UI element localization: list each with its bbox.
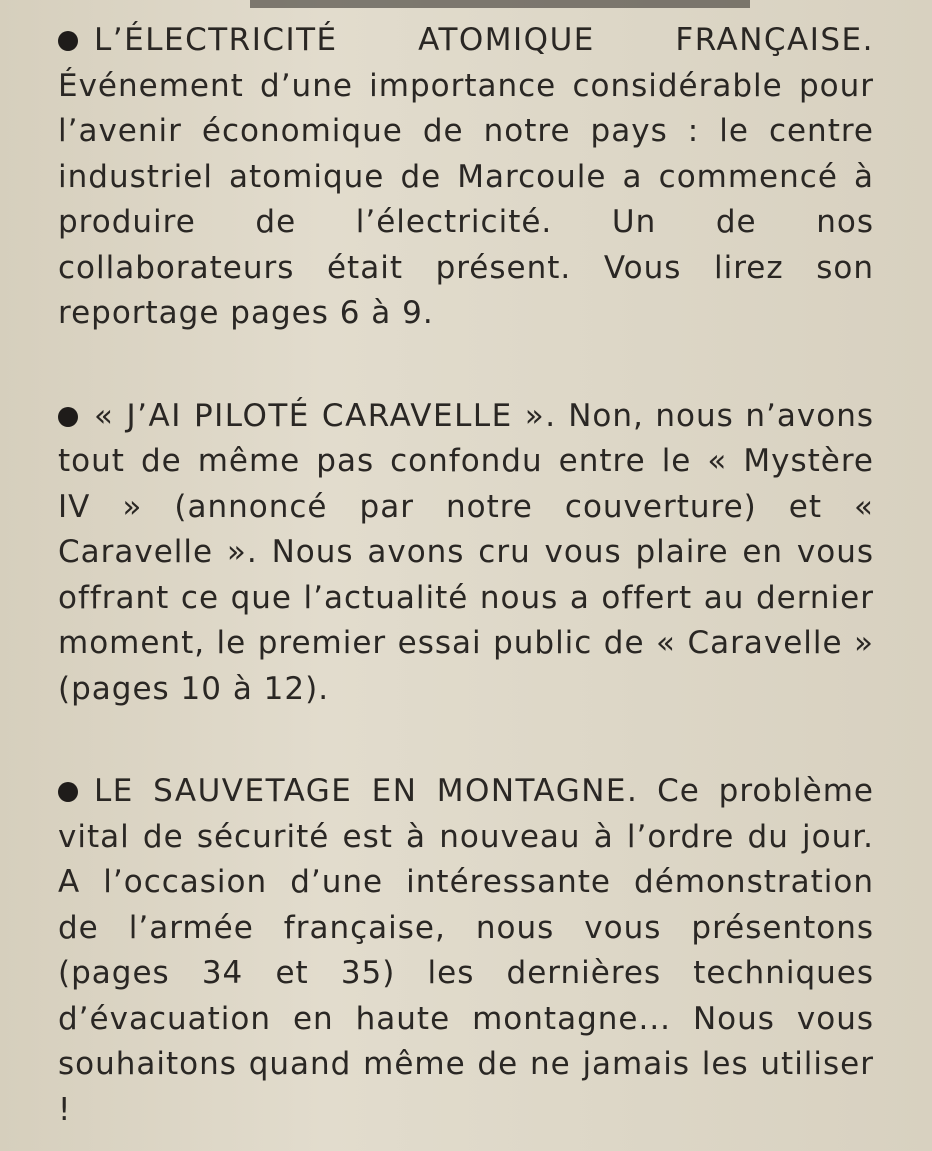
- entry-body: Ce problème vital de sécurité est à nouveau à l’ordre du jour. A l’occasion d’une intéressante démonstration de l’armée française, nous vous présentons (pages 34 et 35) les dernières techniques d’évacuation en haute montagne... Nous vous souhaitons quand même de ne jamais les utiliser !: [58, 773, 874, 1128]
- bullet-dot-icon: [58, 407, 78, 427]
- entry-headline: LE SAUVETAGE EN MONTAGNE.: [94, 773, 639, 809]
- entry-body: Événement d’une importance considérable pour l’avenir économique de notre pays : le centre industriel atomique de Marcoule a commencé à produire de l’électricité. Un de nos collaborateurs était présent. Vous lirez son reportage pages 6 à 9.: [58, 67, 874, 331]
- entry-headline: « J’AI PILOTÉ CARAVELLE ».: [94, 397, 557, 434]
- bullet-dot-icon: [58, 782, 78, 802]
- article-entry-caravelle: [58, 394, 874, 713]
- article-column: [58, 18, 874, 1133]
- entry-body: Non, nous n’avons tout de même pas confondu entre le « Mystère IV » (annoncé par notre couverture) et « Caravelle ». Nous avons cru vous plaire en vous offrant ce que l’actualité nous a offert au dernier moment, le premier essai public de « Caravelle » (pages 10 à 12).: [58, 397, 874, 707]
- bullet-dot-icon: [58, 31, 78, 51]
- entry-headline: L’ÉLECTRICITÉ ATOMIQUE FRANÇAISE.: [94, 22, 874, 58]
- article-entry-sauvetage: [58, 769, 874, 1133]
- top-border-strip: [250, 0, 750, 8]
- article-entry-electricite: [58, 18, 874, 337]
